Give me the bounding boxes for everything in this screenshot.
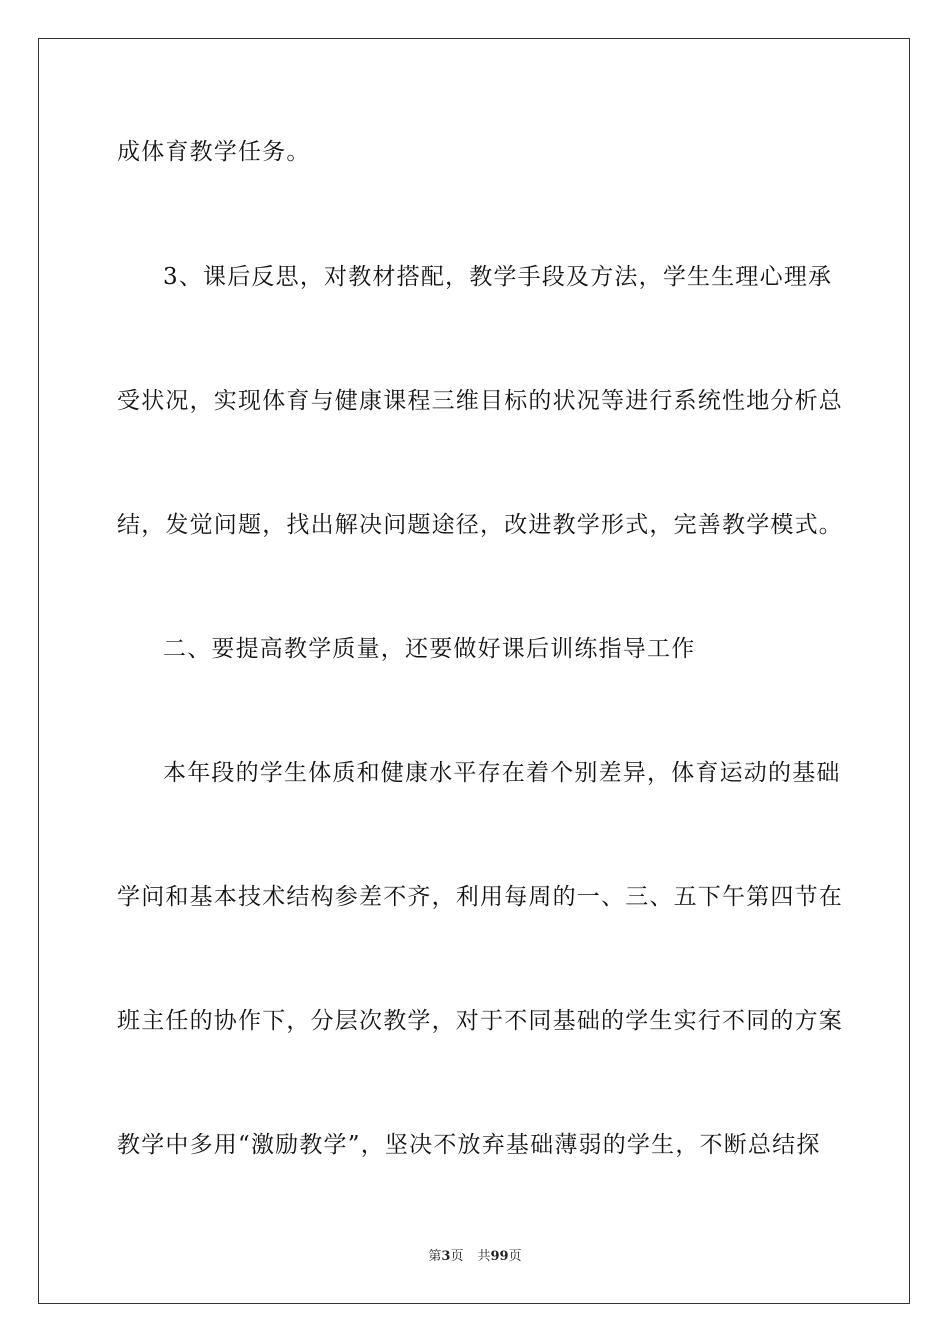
footer-page-suffix: 页 <box>450 1249 464 1264</box>
text-line: 受状况，实现体育与健康课程三维目标的状况等进行系统性地分析总 <box>117 388 843 414</box>
footer-total-pages: 99 <box>490 1249 509 1264</box>
page-footer <box>0 1248 950 1266</box>
text-line: 教学中多用“激励教学”，坚决不放弃基础薄弱的学生，不断总结探 <box>117 1132 821 1158</box>
section-heading: 二、要提高教学质量，还要做好课后训练指导工作 <box>163 636 696 662</box>
text-line: 成体育教学任务。 <box>117 139 311 165</box>
footer-total-prefix: 共 <box>477 1249 491 1264</box>
footer-page-prefix: 第 <box>428 1249 442 1264</box>
footer-total-suffix: 页 <box>508 1249 522 1264</box>
paragraph-first-line: 3、课后反思，对教材搭配，教学手段及方法，学生生理心理承 <box>163 264 833 290</box>
text-line: 班主任的协作下，分层次教学，对于不同基础的学生实行不同的方案 <box>117 1008 843 1034</box>
text-line: 学问和基本技术结构参差不齐，利用每周的一、三、五下午第四节在 <box>117 884 843 910</box>
text-line: 结，发觉问题，找出解决问题途径，改进教学形式，完善教学模式。 <box>117 512 843 538</box>
paragraph-first-line: 本年段的学生体质和健康水平存在着个别差异，体育运动的基础 <box>163 760 841 786</box>
footer-page-number: 3 <box>441 1249 451 1264</box>
page-border <box>38 38 910 1304</box>
